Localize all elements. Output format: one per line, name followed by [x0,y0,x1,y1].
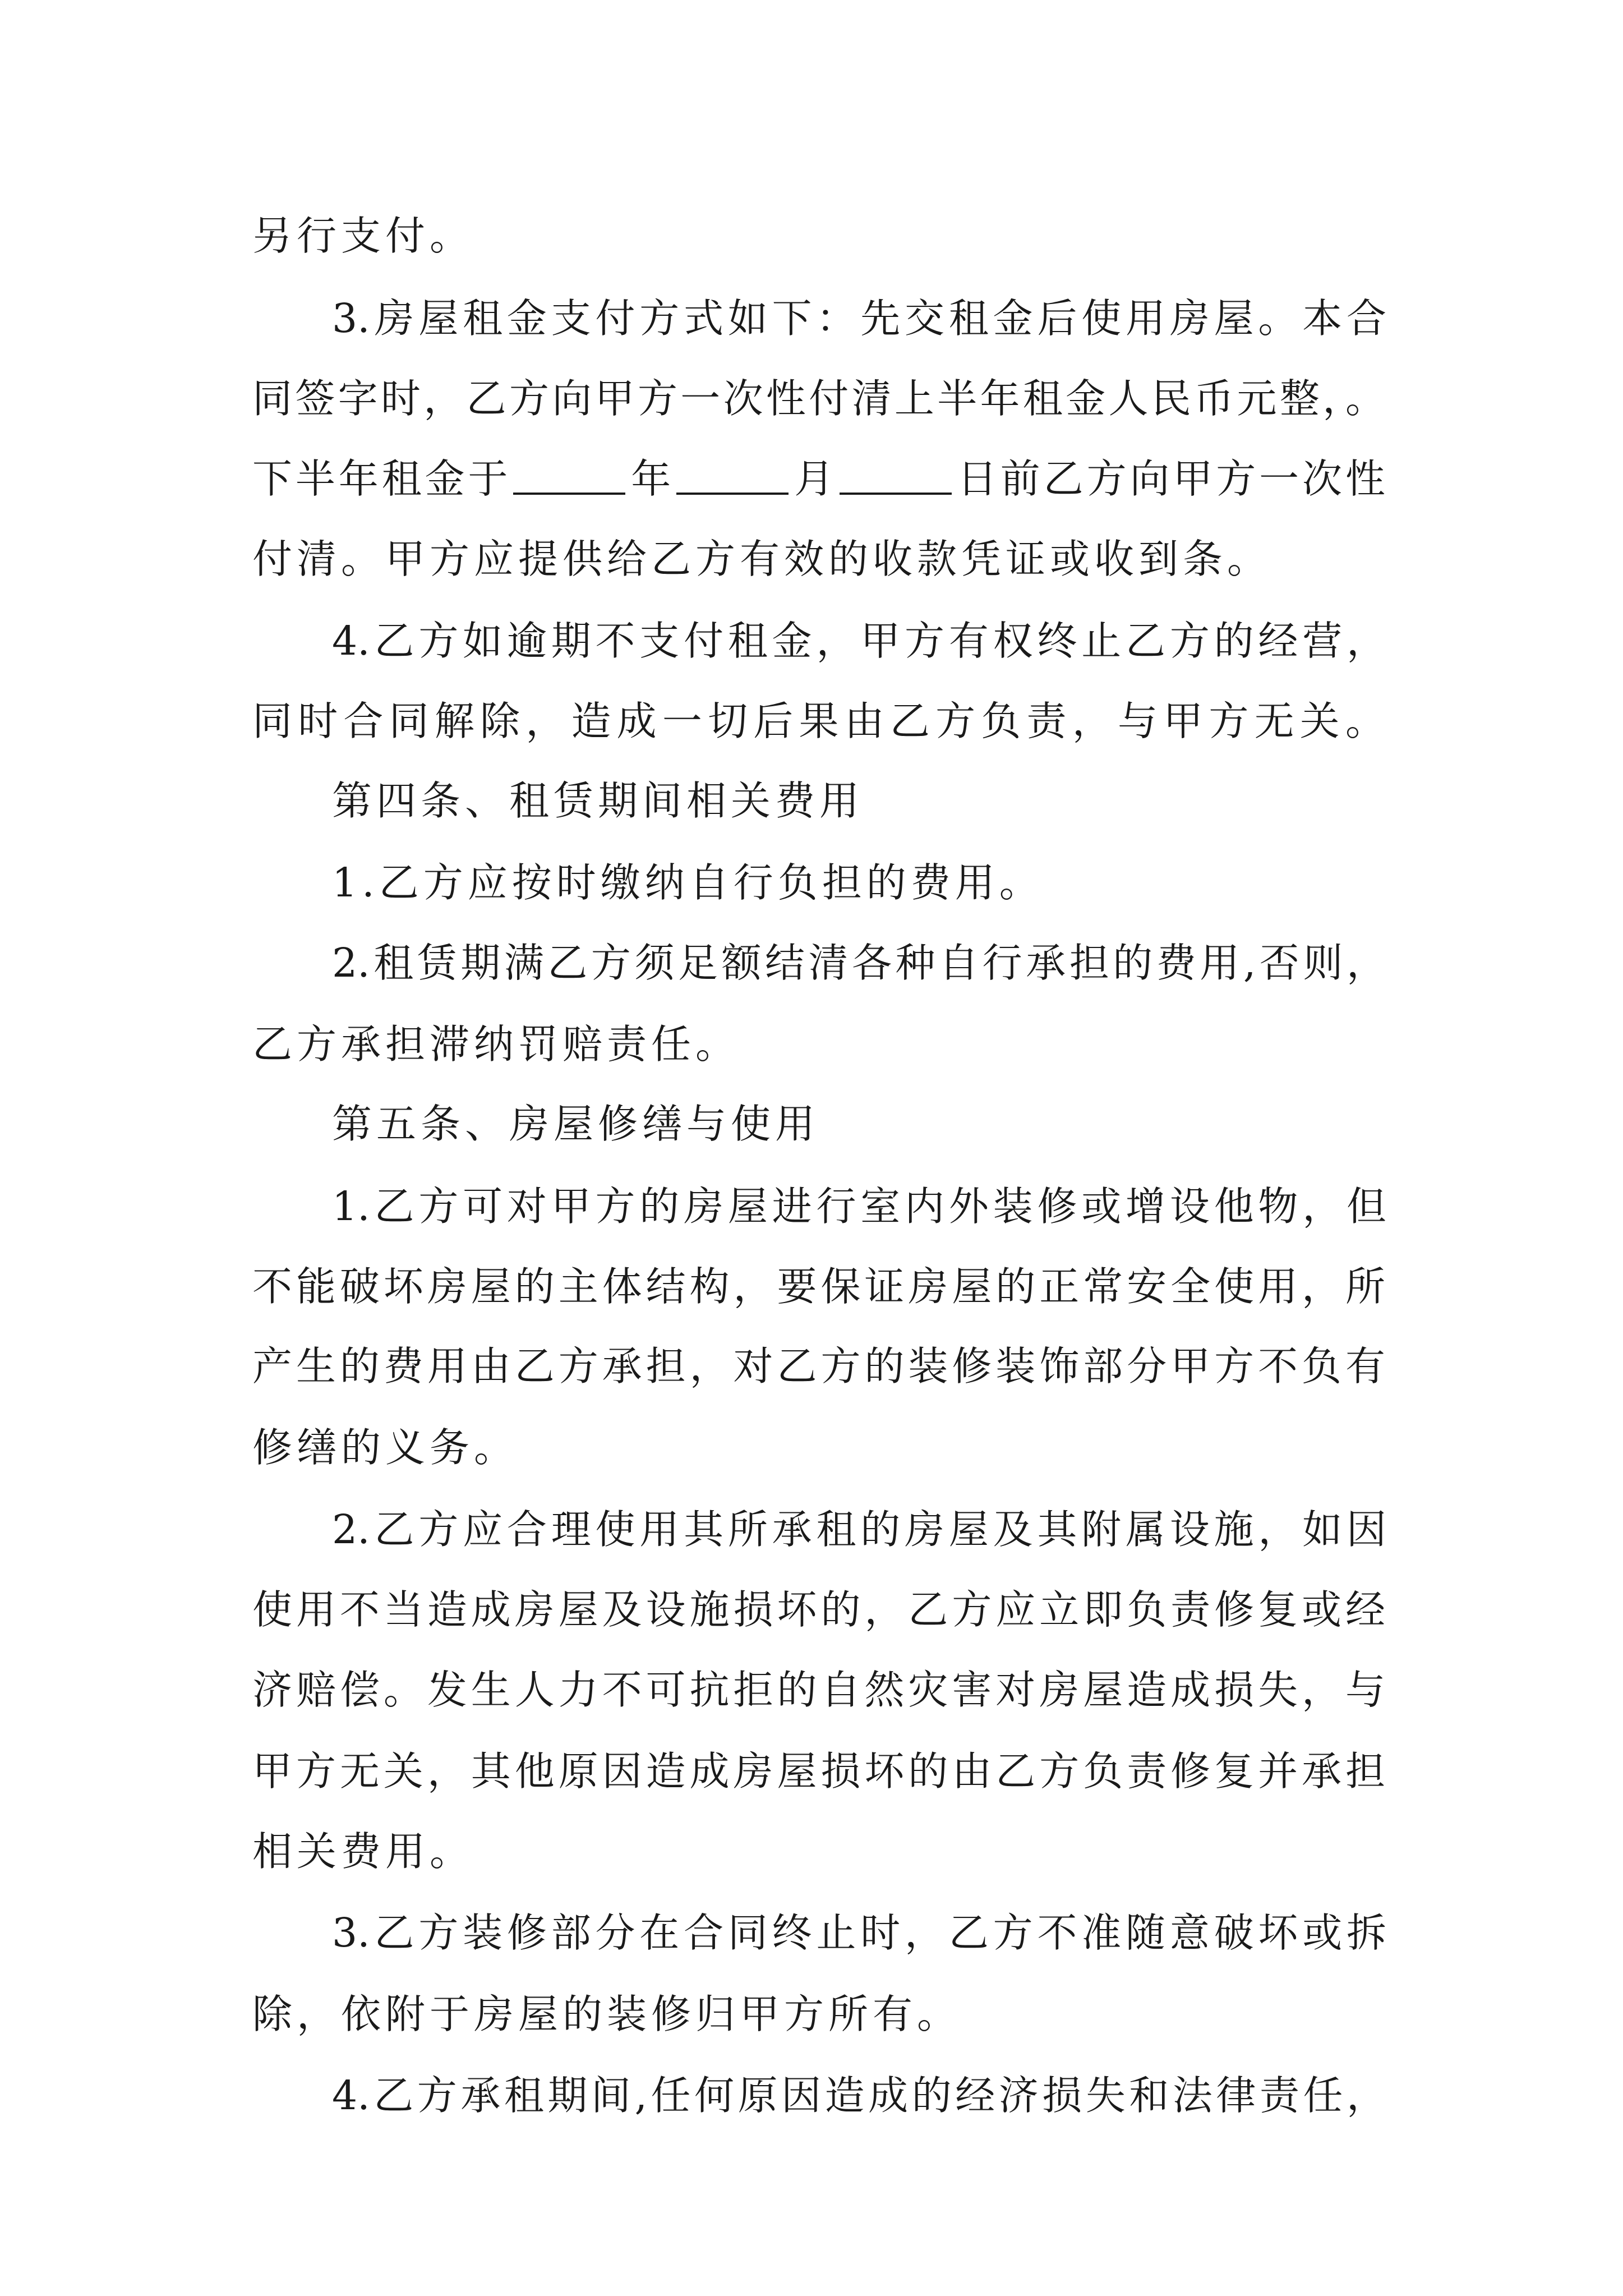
paragraph-line: 1.乙方应按时缴纳自行负担的费用。 [332,859,1044,906]
paragraph-line: 3.房屋租金支付方式如下：先交租金后使用房屋。本合 [332,295,1386,342]
line-segment: 日前乙方向甲方一次性 [953,455,1385,502]
paragraph-line: 除，依附于房屋的装修归甲方所有。 [252,1991,962,2037]
section-heading: 第五条、房屋修缮与使用 [332,1101,820,1147]
paragraph-line: 同时合同解除，造成一切后果由乙方负责，与甲方无关。 [252,698,1385,744]
line-segment: 下半年租金于 [252,455,511,502]
paragraph-line: 济赔偿。发生人力不可抗拒的自然灾害对房屋造成损失，与 [252,1667,1385,1713]
paragraph-line-with-blanks [252,455,1385,502]
section-heading: 第四条、租赁期间相关费用 [332,777,864,824]
line-segment: 月 [791,455,837,502]
fill-in-blank-year [513,459,625,495]
paragraph-line: 付清。甲方应提供给乙方有效的收款凭证或收到条。 [252,536,1272,582]
paragraph-line: 相关费用。 [252,1828,474,1875]
paragraph-line: 2.租赁期满乙方须足额结清各种自行承担的费用,否则， [332,940,1386,986]
paragraph-line: 产生的费用由乙方承担，对乙方的装修装饰部分甲方不负有 [252,1343,1385,1389]
paragraph-line: 不能破坏房屋的主体结构，要保证房屋的正常安全使用，所 [252,1263,1385,1310]
paragraph-line: 3.乙方装修部分在合同终止时，乙方不准随意破坏或拆 [332,1910,1386,1956]
paragraph-line: 2.乙方应合理使用其所承租的房屋及其附属设施，如因 [332,1506,1386,1553]
paragraph-line: 另行支付。 [252,213,474,259]
fill-in-blank-month [676,459,789,495]
fill-in-blank-day [840,459,952,495]
paragraph-line: 4.乙方承租期间,任何原因造成的经济损失和法律责任， [332,2072,1386,2119]
paragraph-line: 修缮的义务。 [252,1424,519,1471]
paragraph-line: 同签字时，乙方向甲方一次性付清上半年租金人民币元整，。 [252,375,1385,422]
paragraph-line: 使用不当造成房屋及设施损坏的，乙方应立即负责修复或经 [252,1586,1385,1633]
line-segment: 年 [628,455,675,502]
paragraph-line: 1.乙方可对甲方的房屋进行室内外装修或增设他物，但 [332,1183,1386,1230]
paragraph-line: 4.乙方如逾期不支付租金，甲方有权终止乙方的经营， [332,618,1386,664]
paragraph-line: 乙方承担滞纳罚赔责任。 [252,1021,740,1068]
paragraph-line: 甲方无关，其他原因造成房屋损坏的由乙方负责修复并承担 [252,1748,1385,1795]
